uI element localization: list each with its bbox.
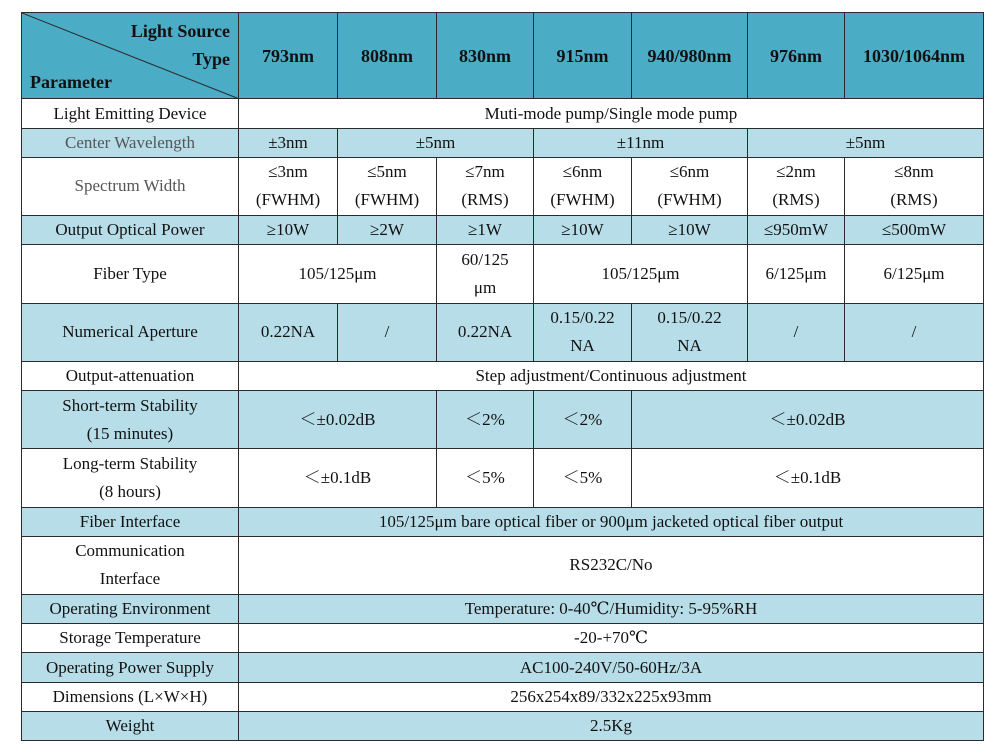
- value-cell: ±3nm: [239, 128, 338, 157]
- value-cell: ＜2%: [437, 391, 534, 449]
- param-label: Storage Temperature: [22, 624, 239, 653]
- value-cell: ＜±0.1dB: [239, 449, 437, 507]
- table-row: [22, 303, 984, 361]
- value-cell: 60/125 μm: [437, 245, 534, 303]
- table-row: [22, 391, 984, 449]
- value-cell: ≤8nm (RMS): [845, 157, 984, 215]
- light-source-type-label: Light Source Type: [130, 21, 230, 69]
- value-cell: ≤6nm (FWHM): [632, 157, 748, 215]
- value-cell: 105/125μm bare optical fiber or 900μm jacketed optical fiber output: [239, 507, 984, 536]
- table-row: [22, 682, 984, 711]
- table-row: [22, 99, 984, 128]
- param-label: Long-term Stability (8 hours): [22, 449, 239, 507]
- param-label: Center Wavelength: [22, 128, 239, 157]
- value-cell: ≥1W: [437, 216, 534, 245]
- value-cell: ＜±0.1dB: [632, 449, 984, 507]
- value-cell: ±11nm: [534, 128, 748, 157]
- value-cell: -20-+70℃: [239, 624, 984, 653]
- table-row: [22, 157, 984, 215]
- spec-table: [21, 12, 984, 741]
- value-cell: ±5nm: [748, 128, 984, 157]
- param-label: Weight: [22, 711, 239, 740]
- value-cell: /: [748, 303, 845, 361]
- param-label: Dimensions (L×W×H): [22, 682, 239, 711]
- value-cell: 0.15/0.22 NA: [632, 303, 748, 361]
- param-label: Operating Environment: [22, 595, 239, 624]
- value-cell: /: [338, 303, 437, 361]
- value-cell: ≥2W: [338, 216, 437, 245]
- value-cell: 0.15/0.22 NA: [534, 303, 632, 361]
- value-cell: ≤950mW: [748, 216, 845, 245]
- table-row: [22, 536, 984, 594]
- value-cell: 6/125μm: [748, 245, 845, 303]
- param-label: Output Optical Power: [22, 216, 239, 245]
- value-cell: 2.5Kg: [239, 711, 984, 740]
- value-cell: ≤3nm (FWHM): [239, 157, 338, 215]
- value-cell: ≥10W: [632, 216, 748, 245]
- header-row: [22, 13, 984, 99]
- type-header: 808nm: [338, 13, 437, 99]
- value-cell: AC100-240V/50-60Hz/3A: [239, 653, 984, 682]
- value-cell: ≤6nm (FWHM): [534, 157, 632, 215]
- param-label: Fiber Type: [22, 245, 239, 303]
- table-row: [22, 711, 984, 740]
- table-row: [22, 128, 984, 157]
- param-label: Short-term Stability (15 minutes): [22, 391, 239, 449]
- type-header: 793nm: [239, 13, 338, 99]
- value-cell: ≤5nm (FWHM): [338, 157, 437, 215]
- value-cell: RS232C/No: [239, 536, 984, 594]
- param-label: Numerical Aperture: [22, 303, 239, 361]
- diagonal-header-cell: [22, 13, 239, 99]
- value-cell: ≥10W: [239, 216, 338, 245]
- value-cell: ≤2nm (RMS): [748, 157, 845, 215]
- type-header: 1030/1064nm: [845, 13, 984, 99]
- value-cell: ≤500mW: [845, 216, 984, 245]
- value-cell: 256x254x89/332x225x93mm: [239, 682, 984, 711]
- value-cell: ≥10W: [534, 216, 632, 245]
- table-row: [22, 507, 984, 536]
- param-label: Communication Interface: [22, 536, 239, 594]
- table-row: [22, 595, 984, 624]
- value-cell: ＜5%: [534, 449, 632, 507]
- value-cell: 105/125μm: [239, 245, 437, 303]
- value-cell: ＜±0.02dB: [239, 391, 437, 449]
- param-label: Spectrum Width: [22, 157, 239, 215]
- table-row: [22, 624, 984, 653]
- parameter-label: Parameter: [30, 72, 112, 93]
- type-header: 915nm: [534, 13, 632, 99]
- value-cell: 0.22NA: [437, 303, 534, 361]
- value-cell: ＜5%: [437, 449, 534, 507]
- type-header: 940/980nm: [632, 13, 748, 99]
- value-cell: ±5nm: [338, 128, 534, 157]
- param-label: Output-attenuation: [22, 361, 239, 390]
- value-cell: Temperature: 0-40℃/Humidity: 5-95%RH: [239, 595, 984, 624]
- value-cell: 6/125μm: [845, 245, 984, 303]
- table-row: [22, 245, 984, 303]
- type-header: 976nm: [748, 13, 845, 99]
- value-cell: ＜±0.02dB: [632, 391, 984, 449]
- value-cell: Muti-mode pump/Single mode pump: [239, 99, 984, 128]
- table-row: [22, 449, 984, 507]
- value-cell: 105/125μm: [534, 245, 748, 303]
- table-row: [22, 361, 984, 390]
- value-cell: 0.22NA: [239, 303, 338, 361]
- param-label: Fiber Interface: [22, 507, 239, 536]
- type-header: 830nm: [437, 13, 534, 99]
- param-label: Operating Power Supply: [22, 653, 239, 682]
- value-cell: /: [845, 303, 984, 361]
- value-cell: Step adjustment/Continuous adjustment: [239, 361, 984, 390]
- param-label: Light Emitting Device: [22, 99, 239, 128]
- value-cell: ＜2%: [534, 391, 632, 449]
- table-row: [22, 216, 984, 245]
- value-cell: ≤7nm (RMS): [437, 157, 534, 215]
- table-row: [22, 653, 984, 682]
